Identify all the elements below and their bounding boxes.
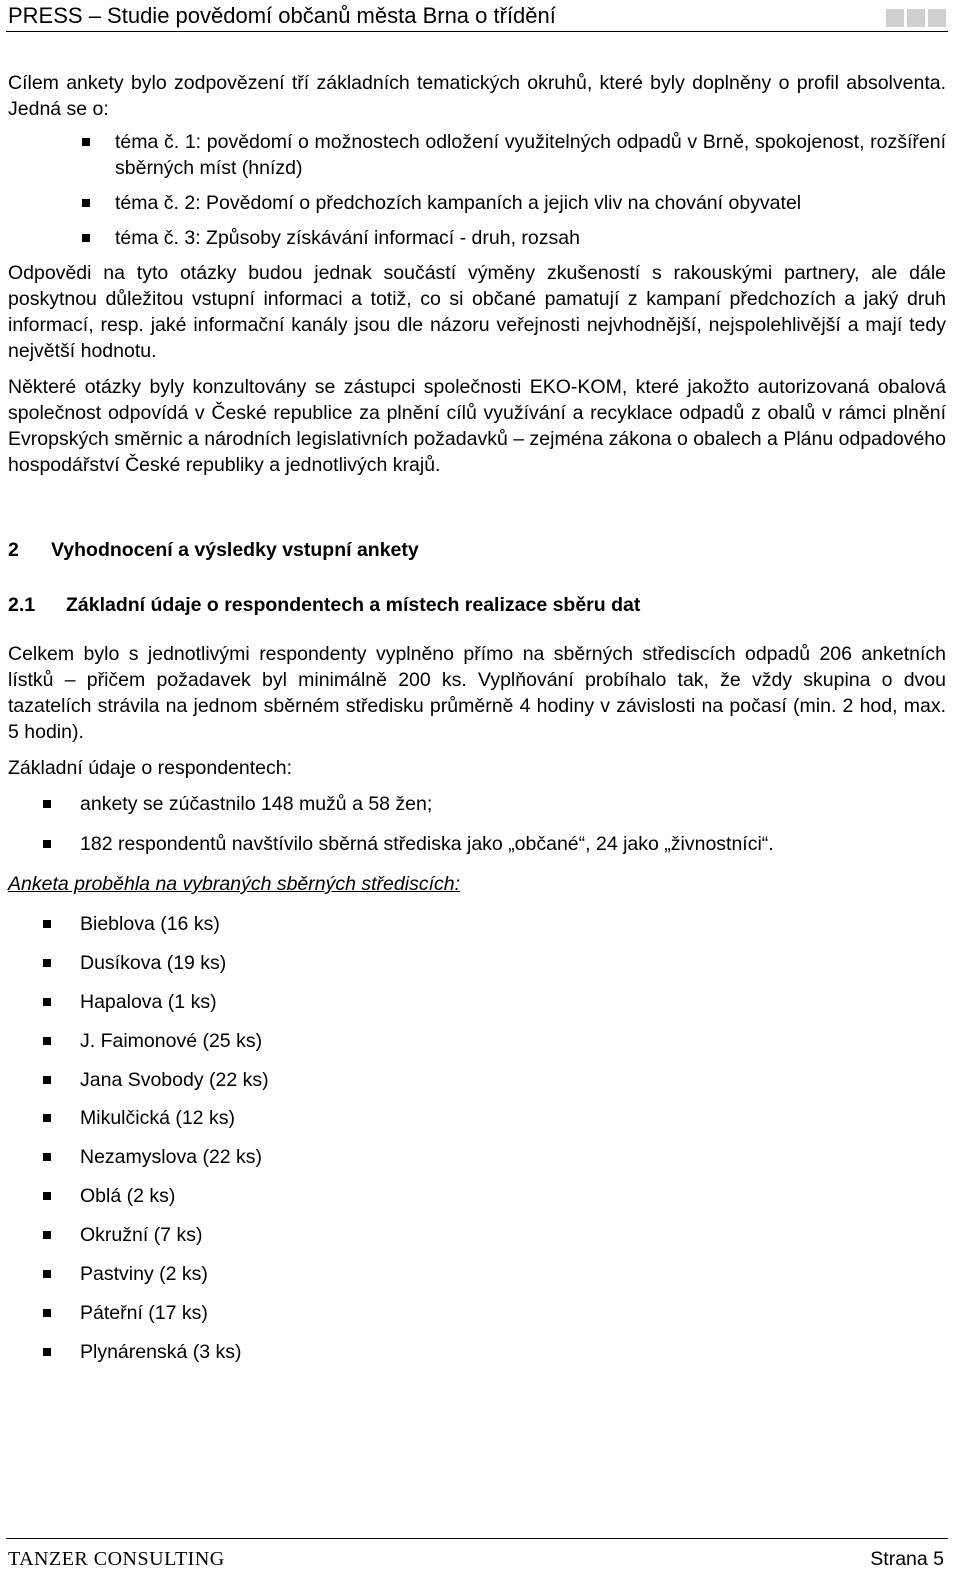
- total-paragraph: Celkem bylo s jednotlivými respondenty vyplněno přímo na sběrných střediscích odpadů 206 anketních lístků – přičem požadavek byl minimálně 200 ks. Vyplňování probíhalo tak, že vždy skupina o dvou tazatelích strávila na jednom sběrném středisku průměrně 4 hodiny v závislosti na počasí (min. 2 hod, max. 5 hodin).: [8, 643, 946, 743]
- page-footer: [6, 1538, 948, 1584]
- section-number: 2: [8, 539, 19, 561]
- basic-info-label: Základní údaje o respondentech:: [8, 757, 293, 779]
- subsection-title: Základní údaje o respondentech a místech realizace sběru dat: [66, 594, 641, 616]
- center-item: Jana Svobody (22 ks): [8, 1067, 946, 1093]
- center-item: Okružní (7 ks): [8, 1222, 946, 1248]
- center-item: Hapalova (1 ks): [8, 989, 946, 1015]
- center-item: Bieblova (16 ks): [8, 911, 946, 937]
- subsection-number: 2.1: [8, 594, 36, 616]
- header-divider: [6, 31, 948, 32]
- center-list: [8, 911, 946, 1365]
- topic-item: téma č. 3: Způsoby získávání informací - druh, rozsah: [8, 225, 946, 251]
- footer-divider: [6, 1538, 948, 1539]
- subsection-heading: [8, 592, 946, 618]
- center-item: Mikulčická (12 ks): [8, 1105, 946, 1131]
- company-name: TANZER CONSULTING: [8, 1548, 225, 1570]
- center-item: Plynárenská (3 ks): [8, 1339, 946, 1365]
- respondent-item: 182 respondentů navštívilo sběrná střediska jako „občané“, 24 jako „živnostníci“.: [8, 831, 946, 857]
- center-item: Oblá (2 ks): [8, 1183, 946, 1209]
- topic-item: téma č. 2: Povědomí o předchozích kampaních a jejich vliv na chování obyvatel: [8, 190, 946, 216]
- center-item: J. Faimonové (25 ks): [8, 1028, 946, 1054]
- center-item: Pastviny (2 ks): [8, 1261, 946, 1287]
- header-decoration: [886, 9, 946, 27]
- consultation-paragraph: Některé otázky byly konzultovány se zástupci společnosti EKO-KOM, které jakožto autorizovaná obalová společnost odpovídá v České republice za plnění cílů využívání a recyklace odpadů z obalů v rámci plnění Evropských směrnic a národních legislativních požadavků – zejména zákona o obalech a Plánu odpadového hospodářství České republiky a jednotlivých krajů.: [8, 376, 946, 476]
- section-title: Vyhodnocení a výsledky vstupní ankety: [51, 539, 419, 561]
- page-number: Strana 5: [870, 1548, 944, 1570]
- answers-paragraph: Odpovědi na tyto otázky budou jednak součástí výměny zkušeností s rakouskými partnery, ale dále poskytnou důležitou vstupní informaci a totiž, co si občané pamatují z kampaní předchozích a jaký druh informací, resp. jaké informační kanály jsou dle názoru veřejnosti nejvhodnější, nejspolehlivější a mají tedy největší hodnotu.: [8, 262, 946, 362]
- topic-item: téma č. 1: povědomí o možnostech odložení využitelných odpadů v Brně, spokojenost, rozšíření sběrných míst (hnízd): [8, 129, 946, 181]
- header-title: PRESS – Studie povědomí občanů města Brna o třídění: [8, 3, 556, 28]
- center-item: Nezamyslova (22 ks): [8, 1144, 946, 1170]
- document-body: [8, 70, 946, 1378]
- topic-list: [8, 129, 946, 251]
- header-square-icon: [886, 9, 904, 27]
- center-item: Dusíkova (19 ks): [8, 950, 946, 976]
- centers-title: Anketa proběhla na vybraných sběrných střediscích:: [8, 873, 460, 895]
- intro-paragraph: Cílem ankety bylo zodpovězení tří základních tematických okruhů, které byly doplněny o profil absolventa. Jedná se o:: [8, 72, 946, 120]
- respondent-list: [8, 791, 946, 857]
- page-header: [6, 0, 948, 36]
- respondent-item: ankety se zúčastnilo 148 mužů a 58 žen;: [8, 791, 946, 817]
- section-heading: [8, 537, 946, 563]
- center-item: Páteřní (17 ks): [8, 1300, 946, 1326]
- header-square-icon: [928, 9, 946, 27]
- header-square-icon: [907, 9, 925, 27]
